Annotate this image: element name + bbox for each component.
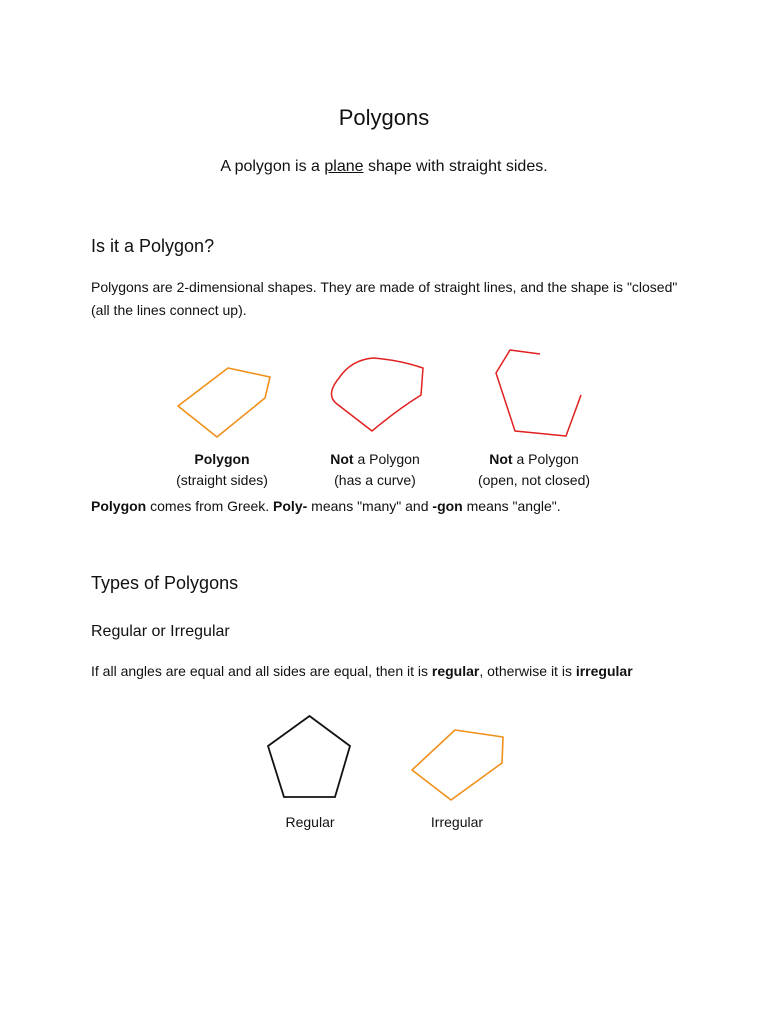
etymology-bold-polygon: Polygon	[91, 498, 147, 514]
caption-curve-rest: a Polygon	[353, 451, 420, 467]
caption-polygon-sub: (straight sides)	[176, 472, 268, 488]
etymology-text-1: comes from Greek.	[146, 498, 274, 514]
caption-polygon	[142, 449, 302, 491]
intro-sentence	[0, 158, 768, 176]
regular-def-bold-irregular: irregular	[575, 663, 633, 679]
caption-curve-bold: Not	[330, 451, 354, 467]
etymology-bold-gon: -gon	[432, 498, 463, 514]
intro-prefix: A polygon is a	[220, 158, 325, 175]
caption-open-rest: a Polygon	[512, 451, 579, 467]
section1-paragraph: Polygons are 2-dimensional shapes. They are made of straight lines, and the shape is "closed" (all the lines connect up).	[91, 279, 678, 318]
caption-open-title	[454, 449, 614, 470]
regular-pentagon-shape	[262, 712, 357, 804]
polygon-example-shape	[170, 360, 280, 445]
etymology-sentence	[91, 495, 691, 518]
page-title: Polygons	[338, 105, 430, 130]
etymology-bold-poly: Poly-	[273, 498, 308, 514]
caption-polygon-bold: Polygon	[194, 451, 250, 467]
caption-open	[454, 449, 614, 491]
etymology-text-3: means "angle".	[462, 498, 561, 514]
intro-underlined-word: plane	[324, 158, 364, 175]
caption-open-sub: (open, not closed)	[477, 472, 591, 488]
curved-shape-example	[325, 350, 435, 440]
regular-def-bold-regular: regular	[431, 663, 480, 679]
caption-open-bold: Not	[489, 451, 513, 467]
regular-definition	[91, 660, 691, 683]
intro-suffix: shape with straight sides.	[363, 158, 548, 175]
caption-curve-title	[295, 449, 455, 470]
caption-curve	[295, 449, 455, 491]
regular-def-text-2: , otherwise it is	[479, 663, 576, 679]
caption-polygon-title	[142, 449, 302, 470]
irregular-polygon-shape	[405, 722, 510, 807]
caption-regular: Regular	[285, 814, 335, 830]
regular-def-text-1: If all angles are equal and all sides are equal, then it is	[91, 663, 432, 679]
section-heading-types: Types of Polygons	[91, 573, 239, 593]
etymology-text-2: means "many" and	[307, 498, 433, 514]
section-heading-is-it-polygon: Is it a Polygon?	[91, 236, 215, 256]
open-shape-example	[488, 345, 588, 445]
caption-curve-sub: (has a curve)	[334, 472, 416, 488]
subheading-regular-irregular: Regular or Irregular	[91, 623, 230, 640]
caption-irregular: Irregular	[430, 814, 484, 830]
